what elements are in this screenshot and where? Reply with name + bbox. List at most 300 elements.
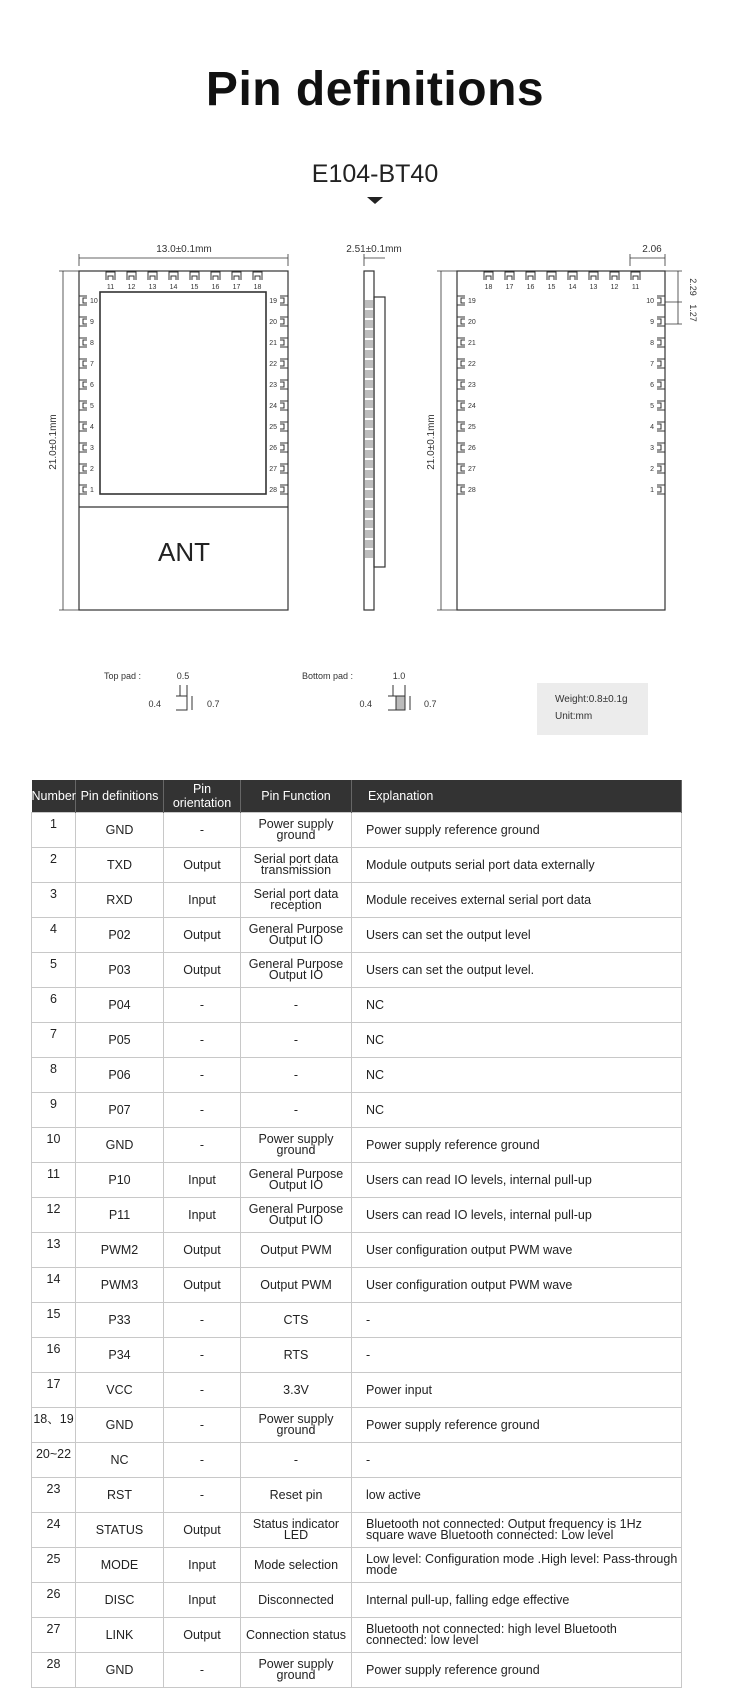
pin-name: DISC <box>76 1583 164 1618</box>
pin-function: - <box>241 1023 352 1058</box>
pin-label: 12 <box>610 284 619 291</box>
top-pad-right: 0.7 <box>207 699 220 709</box>
table-header-row <box>32 780 682 813</box>
pin-number: 23 <box>32 1478 76 1513</box>
bottom-height-label: 21.0±0.1mm <box>426 414 437 470</box>
pin-explanation: Users can set the output level <box>352 918 682 953</box>
bottom-edge-label: 2.06 <box>642 244 662 255</box>
top-height-label: 21.0±0.1mm <box>48 414 59 470</box>
pin-number: 9 <box>32 1093 76 1128</box>
pin-function: RTS <box>241 1338 352 1373</box>
pin-label: 12 <box>127 284 136 291</box>
pin-pad <box>79 317 87 326</box>
pin-explanation: Power input <box>352 1373 682 1408</box>
pin-orientation: - <box>164 1128 241 1163</box>
table-row <box>32 1268 682 1303</box>
pin-pad <box>657 401 665 410</box>
pin-pad <box>610 272 619 280</box>
pin-name: VCC <box>76 1373 164 1408</box>
header-explanation: Explanation <box>352 780 682 813</box>
pin-pad <box>280 380 288 389</box>
pin-function: Connection status <box>241 1618 352 1653</box>
pin-pad <box>657 443 665 452</box>
pin-function: Output PWM <box>241 1233 352 1268</box>
pin-pitch-label: 1.27 <box>688 304 698 322</box>
pin-function: Serial port data reception <box>241 883 352 918</box>
side-pad <box>365 520 373 528</box>
pin-name: P05 <box>76 1023 164 1058</box>
table-row <box>32 1163 682 1198</box>
pin-orientation: Output <box>164 848 241 883</box>
pin-number: 1 <box>32 813 76 848</box>
table-row <box>32 1058 682 1093</box>
pin-label: 16 <box>526 284 535 291</box>
pin-pad <box>568 272 577 280</box>
side-pad <box>365 350 373 358</box>
pin-label: 23 <box>468 382 476 389</box>
pin-name: LINK <box>76 1618 164 1653</box>
pin-pad <box>280 401 288 410</box>
pin-orientation: Input <box>164 1198 241 1233</box>
pin-name: GND <box>76 1653 164 1688</box>
table-row <box>32 988 682 1023</box>
pin-orientation: - <box>164 1338 241 1373</box>
pin-pad <box>457 338 465 347</box>
pin-label: 10 <box>646 298 654 305</box>
pin-label: 17 <box>505 284 514 291</box>
pin-number: 3 <box>32 883 76 918</box>
pin-explanation: NC <box>352 988 682 1023</box>
pin-function: - <box>241 1443 352 1478</box>
pin-explanation: - <box>352 1443 682 1478</box>
pin-label: 10 <box>90 298 98 305</box>
pin-function: - <box>241 1093 352 1128</box>
pin-label: 9 <box>650 319 654 326</box>
pin-pad <box>106 272 115 280</box>
weight-label: Weight:0.8±0.1g <box>555 694 628 705</box>
top-pad-width: 0.5 <box>176 671 190 681</box>
pin-explanation: - <box>352 1338 682 1373</box>
pin-label: 23 <box>269 382 277 389</box>
pin-name: P06 <box>76 1058 164 1093</box>
pin-number: 20~22 <box>32 1443 76 1478</box>
pin-function: General Purpose Output IO <box>241 1198 352 1233</box>
table-row <box>32 883 682 918</box>
pin-explanation: Users can set the output level. <box>352 953 682 988</box>
pin-pad <box>190 272 199 280</box>
pin-orientation: - <box>164 1408 241 1443</box>
top-view-pins <box>79 272 288 494</box>
pin-explanation: Low level: Configuration mode .High level: Pass-through mode <box>352 1548 682 1583</box>
pin-label: 6 <box>650 382 654 389</box>
pin-explanation: NC <box>352 1023 682 1058</box>
pin-pad <box>457 443 465 452</box>
pin-explanation: Users can read IO levels, internal pull-up <box>352 1198 682 1233</box>
pin-orientation: Output <box>164 1268 241 1303</box>
pin-label: 3 <box>650 445 654 452</box>
pin-orientation: Input <box>164 1583 241 1618</box>
table-row <box>32 953 682 988</box>
side-pad <box>365 300 373 308</box>
pin-label: 2 <box>650 466 654 473</box>
side-pad <box>365 310 373 318</box>
pin-pad <box>280 359 288 368</box>
table-row <box>32 1128 682 1163</box>
pin-function: General Purpose Output IO <box>241 1163 352 1198</box>
pin-explanation: Module receives external serial port data <box>352 883 682 918</box>
side-view-pads <box>365 300 373 558</box>
pin-orientation: - <box>164 1093 241 1128</box>
pin-function: CTS <box>241 1303 352 1338</box>
pin-label: 1 <box>650 487 654 494</box>
top-pad-shape <box>176 685 192 710</box>
pin-label: 17 <box>232 284 241 291</box>
table-row <box>32 1618 682 1653</box>
pin-explanation: Power supply reference ground <box>352 1653 682 1688</box>
pin-pad <box>127 272 136 280</box>
pin-function: Reset pin <box>241 1478 352 1513</box>
pin-name: RST <box>76 1478 164 1513</box>
pin-label: 20 <box>468 319 476 326</box>
pin-orientation: - <box>164 1023 241 1058</box>
table-row <box>32 918 682 953</box>
pin-pad <box>657 422 665 431</box>
side-thickness-label: 2.51±0.1mm <box>346 244 402 255</box>
pin-label: 8 <box>90 340 94 347</box>
pin-pad <box>657 317 665 326</box>
pin-label: 22 <box>468 361 476 368</box>
table-row <box>32 848 682 883</box>
side-pad <box>365 510 373 518</box>
pin-number: 2 <box>32 848 76 883</box>
pin-label: 9 <box>90 319 94 326</box>
top-pad-label: Top pad : <box>104 671 142 681</box>
side-pad <box>365 550 373 558</box>
pin-pad <box>589 272 598 280</box>
pin-pad <box>280 317 288 326</box>
pin-function: Mode selection <box>241 1548 352 1583</box>
pin-number: 4 <box>32 918 76 953</box>
pin-label: 14 <box>568 284 577 291</box>
side-pad <box>365 450 373 458</box>
pin-pad <box>547 272 556 280</box>
pin-label: 21 <box>468 340 476 347</box>
pin-function: - <box>241 988 352 1023</box>
pin-orientation: Input <box>164 883 241 918</box>
pin-number: 7 <box>32 1023 76 1058</box>
pin-explanation: Users can read IO levels, internal pull-up <box>352 1163 682 1198</box>
unit-label: Unit:mm <box>555 711 593 722</box>
pin-orientation: - <box>164 1478 241 1513</box>
pin-label: 28 <box>269 487 277 494</box>
pin-pad <box>280 464 288 473</box>
pin-label: 5 <box>650 403 654 410</box>
side-pad <box>365 340 373 348</box>
pin-explanation: User configuration output PWM wave <box>352 1268 682 1303</box>
bottom-pad-width: 1.0 <box>392 671 406 681</box>
pin-label: 27 <box>468 466 476 473</box>
pin-function: - <box>241 1058 352 1093</box>
pin-label: 7 <box>650 361 654 368</box>
side-pad <box>365 500 373 508</box>
pin-pad <box>253 272 262 280</box>
pin-orientation: Input <box>164 1548 241 1583</box>
pin-pad <box>657 359 665 368</box>
pin-explanation: User configuration output PWM wave <box>352 1233 682 1268</box>
bottom-view-pins <box>457 272 665 494</box>
pin-label: 21 <box>269 340 277 347</box>
pin-pad <box>169 272 178 280</box>
pin-pad <box>79 443 87 452</box>
table-row <box>32 1548 682 1583</box>
pin-label: 15 <box>190 284 199 291</box>
pin-label: 15 <box>547 284 556 291</box>
pin-function: Status indicator LED <box>241 1513 352 1548</box>
pin-number: 12 <box>32 1198 76 1233</box>
pin-number: 26 <box>32 1583 76 1618</box>
pin-orientation: - <box>164 988 241 1023</box>
pin-label: 1 <box>90 487 94 494</box>
pin-number: 25 <box>32 1548 76 1583</box>
pin-pad <box>505 272 514 280</box>
pin-pad <box>79 464 87 473</box>
pin-orientation: Output <box>164 918 241 953</box>
bottom-view <box>437 254 682 610</box>
pin-name: P03 <box>76 953 164 988</box>
pin-explanation: Power supply reference ground <box>352 813 682 848</box>
pin-pad <box>79 485 87 494</box>
top-width-label: 13.0±0.1mm <box>156 244 212 255</box>
pin-label: 3 <box>90 445 94 452</box>
side-pad <box>365 370 373 378</box>
pin-name: P02 <box>76 918 164 953</box>
bottom-view-outline <box>457 271 665 610</box>
pin-label: 7 <box>90 361 94 368</box>
pin-orientation: - <box>164 1303 241 1338</box>
pin-explanation: - <box>352 1303 682 1338</box>
pin-pad <box>79 380 87 389</box>
pin-label: 24 <box>269 403 277 410</box>
pin-pad <box>657 380 665 389</box>
pin-label: 19 <box>468 298 476 305</box>
pin-function: Power supply ground <box>241 1653 352 1688</box>
header-pin-definitions: Pin definitions <box>76 780 164 813</box>
pin-explanation: NC <box>352 1093 682 1128</box>
pin-explanation: Bluetooth not connected: high level Bluetooth connected: low level <box>352 1618 682 1653</box>
pin-pad <box>457 380 465 389</box>
pin-name: RXD <box>76 883 164 918</box>
pin-name: GND <box>76 1128 164 1163</box>
side-pad <box>365 460 373 468</box>
pin-label: 13 <box>148 284 157 291</box>
pin-name: P33 <box>76 1303 164 1338</box>
pin-number: 18、19 <box>32 1408 76 1443</box>
pin-function: Output PWM <box>241 1268 352 1303</box>
pin-name: P34 <box>76 1338 164 1373</box>
pin-explanation: Power supply reference ground <box>352 1128 682 1163</box>
pin-label: 13 <box>589 284 598 291</box>
pin-label: 16 <box>211 284 220 291</box>
pin-number: 6 <box>32 988 76 1023</box>
weight-info-box <box>537 683 648 735</box>
pin-orientation: - <box>164 1058 241 1093</box>
table-row <box>32 1408 682 1443</box>
pin-label: 18 <box>484 284 493 291</box>
header-number: Number <box>32 780 76 813</box>
side-pad <box>365 330 373 338</box>
page-title: Pin definitions <box>205 63 545 116</box>
model-name: E104-BT40 <box>311 160 439 188</box>
side-pad <box>365 470 373 478</box>
pin-orientation: - <box>164 1373 241 1408</box>
pin-name: MODE <box>76 1548 164 1583</box>
pin-function: Power supply ground <box>241 813 352 848</box>
pin-orientation: Output <box>164 1513 241 1548</box>
side-pad <box>365 390 373 398</box>
pin-pad <box>631 272 640 280</box>
pin-label: 11 <box>106 284 115 291</box>
pin-name: PWM3 <box>76 1268 164 1303</box>
pin-label: 25 <box>468 424 476 431</box>
pin-name: P04 <box>76 988 164 1023</box>
side-pad <box>365 380 373 388</box>
bottom-pad-left: 0.4 <box>359 699 372 709</box>
pin-label: 2 <box>90 466 94 473</box>
table-row <box>32 1023 682 1058</box>
pin-pad <box>457 359 465 368</box>
pin-label: 20 <box>269 319 277 326</box>
pin-orientation: - <box>164 1443 241 1478</box>
pin-pad <box>457 485 465 494</box>
table-row <box>32 1303 682 1338</box>
pin-label: 18 <box>253 284 262 291</box>
pin-number: 27 <box>32 1618 76 1653</box>
pin-explanation: NC <box>352 1058 682 1093</box>
pin-name: NC <box>76 1443 164 1478</box>
pin-pad <box>79 401 87 410</box>
pin-number: 17 <box>32 1373 76 1408</box>
pin-table-body <box>32 813 682 1688</box>
side-view-shield <box>374 297 385 567</box>
side-pad <box>365 400 373 408</box>
pin-label: 8 <box>650 340 654 347</box>
side-pad <box>365 530 373 538</box>
table-row <box>32 1513 682 1548</box>
pin-pad <box>280 296 288 305</box>
pin-function: General Purpose Output IO <box>241 953 352 988</box>
pin-offset-label: 2.29 <box>688 278 698 296</box>
module-dimension-drawing <box>0 230 750 730</box>
pin-name: P11 <box>76 1198 164 1233</box>
pin-orientation: Output <box>164 1618 241 1653</box>
pin-label: 11 <box>631 284 640 291</box>
pin-label: 24 <box>468 403 476 410</box>
pin-pad <box>457 401 465 410</box>
pin-label: 26 <box>269 445 277 452</box>
pin-name: PWM2 <box>76 1233 164 1268</box>
header-pin-orientation: Pin orientation <box>164 780 241 813</box>
pin-pad <box>79 338 87 347</box>
pin-number: 11 <box>32 1163 76 1198</box>
pin-number: 15 <box>32 1303 76 1338</box>
pin-name: TXD <box>76 848 164 883</box>
pin-label: 22 <box>269 361 277 368</box>
side-pad <box>365 320 373 328</box>
pin-orientation: - <box>164 813 241 848</box>
pin-pad <box>79 359 87 368</box>
pin-explanation: low active <box>352 1478 682 1513</box>
pin-number: 28 <box>32 1653 76 1688</box>
pin-label: 28 <box>468 487 476 494</box>
table-row <box>32 1443 682 1478</box>
pin-explanation: Internal pull-up, falling edge effective <box>352 1583 682 1618</box>
pin-label: 6 <box>90 382 94 389</box>
pin-function: 3.3V <box>241 1373 352 1408</box>
pin-name: P07 <box>76 1093 164 1128</box>
pin-pad <box>280 338 288 347</box>
pin-pad <box>79 422 87 431</box>
bottom-pad-label: Bottom pad : <box>302 671 354 681</box>
pin-pad <box>657 296 665 305</box>
pin-explanation: Module outputs serial port data externally <box>352 848 682 883</box>
pin-explanation: Power supply reference ground <box>352 1408 682 1443</box>
pin-pad <box>457 464 465 473</box>
side-pad <box>365 430 373 438</box>
pin-orientation: - <box>164 1653 241 1688</box>
table-row <box>32 1198 682 1233</box>
pin-label: 14 <box>169 284 178 291</box>
side-pad <box>365 420 373 428</box>
pin-name: GND <box>76 813 164 848</box>
pin-name: P10 <box>76 1163 164 1198</box>
pin-label: 27 <box>269 466 277 473</box>
bottom-pad-shape <box>388 685 410 710</box>
pin-function: Power supply ground <box>241 1408 352 1443</box>
pin-pad <box>280 485 288 494</box>
table-row <box>32 1233 682 1268</box>
antenna-label: ANT <box>158 537 210 567</box>
pin-definitions-table <box>31 780 682 1688</box>
table-row <box>32 1583 682 1618</box>
top-pad-left: 0.4 <box>148 699 161 709</box>
pin-pad <box>457 317 465 326</box>
pin-pad <box>148 272 157 280</box>
pin-label: 4 <box>90 424 94 431</box>
pin-pad <box>280 422 288 431</box>
pin-function: General Purpose Output IO <box>241 918 352 953</box>
pin-function: Power supply ground <box>241 1128 352 1163</box>
pin-function: Disconnected <box>241 1583 352 1618</box>
chevron-down-icon <box>367 197 383 204</box>
header-pin-function: Pin Function <box>241 780 352 813</box>
pin-number: 16 <box>32 1338 76 1373</box>
pin-pad <box>484 272 493 280</box>
pin-name: STATUS <box>76 1513 164 1548</box>
pin-pad <box>232 272 241 280</box>
pin-orientation: Output <box>164 953 241 988</box>
shield-can <box>100 292 266 494</box>
side-pad <box>365 480 373 488</box>
table-row <box>32 1478 682 1513</box>
table-row <box>32 813 682 848</box>
pin-pad <box>457 296 465 305</box>
pin-pad <box>526 272 535 280</box>
pin-function: Serial port data transmission <box>241 848 352 883</box>
side-pad <box>365 490 373 498</box>
side-pad <box>365 540 373 548</box>
pin-pad <box>657 485 665 494</box>
pin-number: 8 <box>32 1058 76 1093</box>
